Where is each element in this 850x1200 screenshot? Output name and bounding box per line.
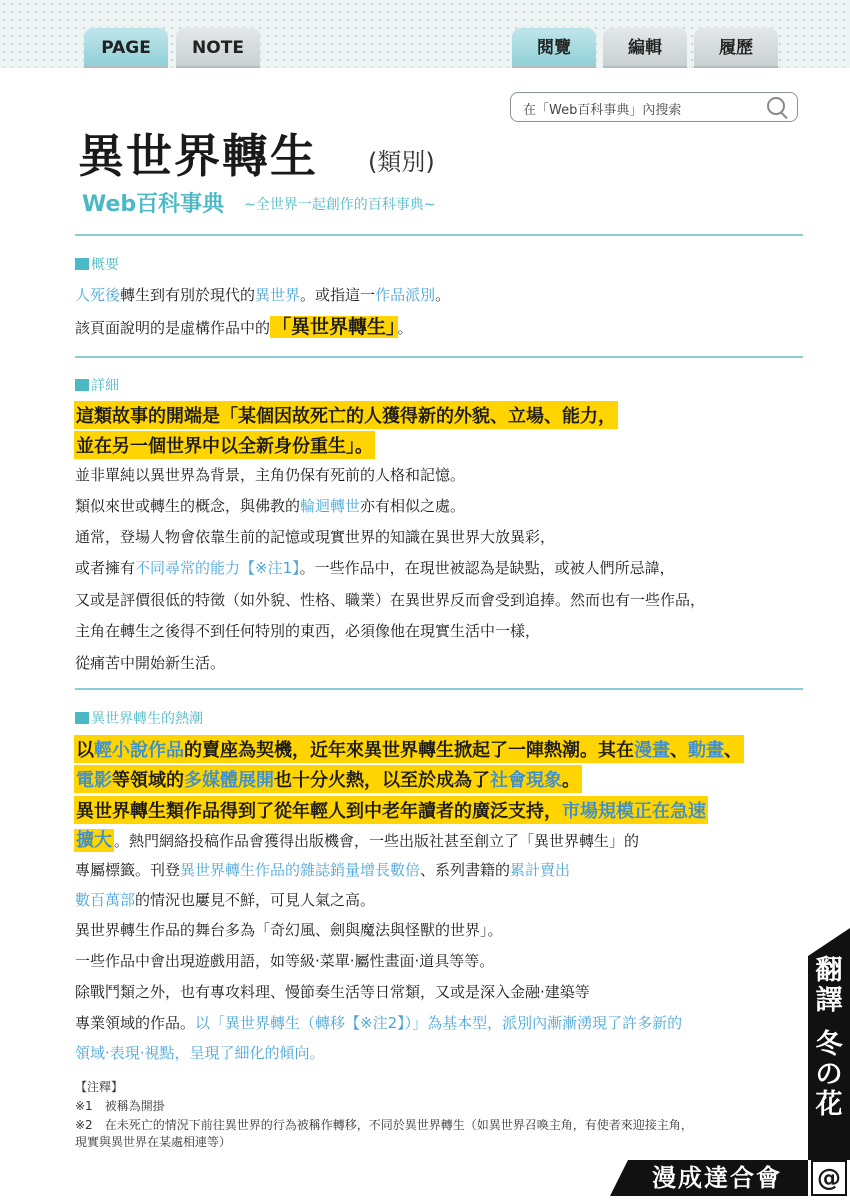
- credit-vertical: 翻 譯 冬 の 花: [815, 955, 843, 1120]
- divider: [75, 688, 803, 690]
- site-brand[interactable]: Web百科事典: [82, 192, 225, 217]
- section-marker-icon: [75, 712, 89, 724]
- boom-line-4: 擴大 。熱門網絡投稿作品會獲得出版機會，一些出版社甚至創立了「異世界轉生」的: [76, 830, 640, 851]
- link-market-size[interactable]: 市場規模正在急速: [562, 801, 706, 822]
- search-placeholder: 在「Web百科事典」內搜索: [523, 103, 682, 118]
- link-expand[interactable]: 擴大: [76, 830, 112, 851]
- boom-line-8: 一些作品中會出現遊戲用語，如等級·菜單·屬性畫面·道具等等。: [75, 952, 495, 970]
- divider: [75, 234, 803, 236]
- boom-line-10: 專業領域的作品。以「異世界轉生（轉移【※注2】）」為基本型，派別內漸漸湧現了許多新的: [75, 1014, 683, 1032]
- link-reincarnation[interactable]: 輪迴轉世: [300, 497, 361, 515]
- divider: [75, 356, 803, 358]
- link-transfer-note[interactable]: 以「異世界轉生（轉移【※注2】）」為基本型，派別內漸漸湧現了許多新的: [195, 1014, 683, 1032]
- boom-line-11: [75, 1042, 325, 1063]
- section-heading-boom: 異世界轉生的熱潮: [75, 708, 203, 728]
- detail-line-4: 或者擁有不同尋常的能力【※注1】。一些作品中，在現世被認為是缺點，或被人們所忌諱，: [75, 559, 675, 577]
- boom-line-6: 數百萬部的情況也屢見不鮮，可見人氣之高。: [75, 891, 376, 909]
- boom-highlight-2: 電影等領域的多媒體展開也十分火熱，以至於成為了社會現象。: [74, 765, 582, 793]
- boom-line-9: 除戰鬥類之外，也有專攻料理、慢節奏生活等日常類，又或是深入金融·建築等: [75, 983, 590, 1001]
- link-isekai[interactable]: 異世界: [255, 286, 301, 304]
- section-marker-icon: [75, 258, 89, 270]
- tab-view[interactable]: 閱覽: [512, 28, 596, 68]
- boom-line-7: 異世界轉生作品的舞台多為「奇幻風、劍與魔法與怪獸的世界」。: [75, 921, 503, 939]
- link-anime[interactable]: 動畫: [688, 740, 724, 761]
- link-genre[interactable]: 作品派別: [375, 286, 436, 304]
- credit-at-mark: @: [811, 1160, 847, 1196]
- link-death[interactable]: 人死後: [75, 286, 121, 304]
- link-social-phenomenon[interactable]: 社會現象: [490, 770, 562, 791]
- section-heading-detail: 詳細: [75, 375, 119, 395]
- detail-highlight-2: 並在另一個世界中以全新身份重生」。: [74, 431, 375, 459]
- link-movie[interactable]: 電影: [76, 770, 112, 791]
- detail-line-1: 並非單純以異世界為背景，主角仍保有死前的人格和記憶。: [75, 466, 466, 484]
- tab-history[interactable]: 履歷: [694, 28, 778, 68]
- boom-highlight-1: 以輕小說作品的賣座為契機，近年來異世界轉生掀起了一陣熱潮。其在漫畫、動畫、: [74, 735, 744, 763]
- site-tagline: ~全世界一起創作的百科事典~: [244, 197, 436, 213]
- highlight-isekai-tensei: 「異世界轉生」: [272, 316, 396, 338]
- detail-highlight-1: 這類故事的開端是「某個因故死亡的人獲得新的外貌、立場、能力，: [74, 401, 618, 429]
- page-title-category: (類別): [368, 148, 435, 176]
- link-multimedia[interactable]: 多媒體展開: [184, 770, 274, 791]
- search-box[interactable]: [510, 92, 798, 122]
- notes-heading: 【注釋】: [75, 1080, 124, 1094]
- page-title: 異世界轉生: [78, 129, 318, 183]
- tab-note[interactable]: NOTE: [176, 28, 260, 68]
- section-marker-icon: [75, 379, 89, 391]
- boom-line-5: 專屬標籤。刊登異世界轉生作品的雜誌銷量增長數倍、系列書籍的累計賣出: [75, 861, 571, 879]
- detail-line-7: 從痛苦中開始新生活。: [75, 654, 226, 672]
- note-3: 現實與異世界在某處相連等）: [75, 1135, 232, 1149]
- note-1: ※1 被稱為開掛: [75, 1099, 165, 1113]
- detail-line-5: 又或是評價很低的特徵（如外貌、性格、職業）在異世界反而會受到追捧。然而也有一些作品，: [75, 591, 706, 609]
- section-heading-overview: 概要: [75, 254, 119, 274]
- link-manga[interactable]: 漫畫: [634, 740, 670, 761]
- boom-highlight-3: 異世界轉生類作品得到了從年輕人到中老年讀者的廣泛支持，市場規模正在急速: [74, 796, 708, 824]
- link-magazine-sales[interactable]: 異世界轉生作品的雜誌銷量增長數倍: [180, 861, 421, 879]
- detail-line-2: 類似來世或轉生的概念，與佛教的輪迴轉世亦有相似之處。: [75, 497, 466, 515]
- detail-line-3: 通常，登場人物會依靠生前的記憶或現實世界的知識在異世界大放異彩，: [75, 528, 556, 546]
- detail-line-6: 主角在轉生之後得不到任何特別的東西，必須像他在現實生活中一樣，: [75, 622, 541, 640]
- link-millions[interactable]: 數百萬部: [75, 891, 136, 909]
- link-subdivision[interactable]: 領域·表現·視點，呈現了細化的傾向。: [75, 1044, 325, 1062]
- link-light-novel[interactable]: 輕小說作品: [94, 740, 184, 761]
- overview-line-2: 該頁面說明的是虛構作品中的 「異世界轉生」 。: [75, 316, 413, 338]
- link-unusual-ability[interactable]: 不同尋常的能力【※注1】: [135, 559, 300, 577]
- overview-line-1: 人死後轉生到有別於現代的異世界。或指這一作品派別。: [75, 286, 451, 304]
- search-icon[interactable]: [767, 97, 785, 115]
- note-2: ※2 在未死亡的情況下前往異世界的行為被稱作轉移，不同於異世界轉生（如異世界召喚主角，有使者來迎接主角，: [75, 1118, 693, 1132]
- tab-page[interactable]: PAGE: [84, 28, 168, 68]
- tab-edit[interactable]: 編輯: [603, 28, 687, 68]
- link-cumulative-sales[interactable]: 累計賣出: [510, 861, 571, 879]
- credit-banner-text: 漫成達合會: [652, 1164, 782, 1192]
